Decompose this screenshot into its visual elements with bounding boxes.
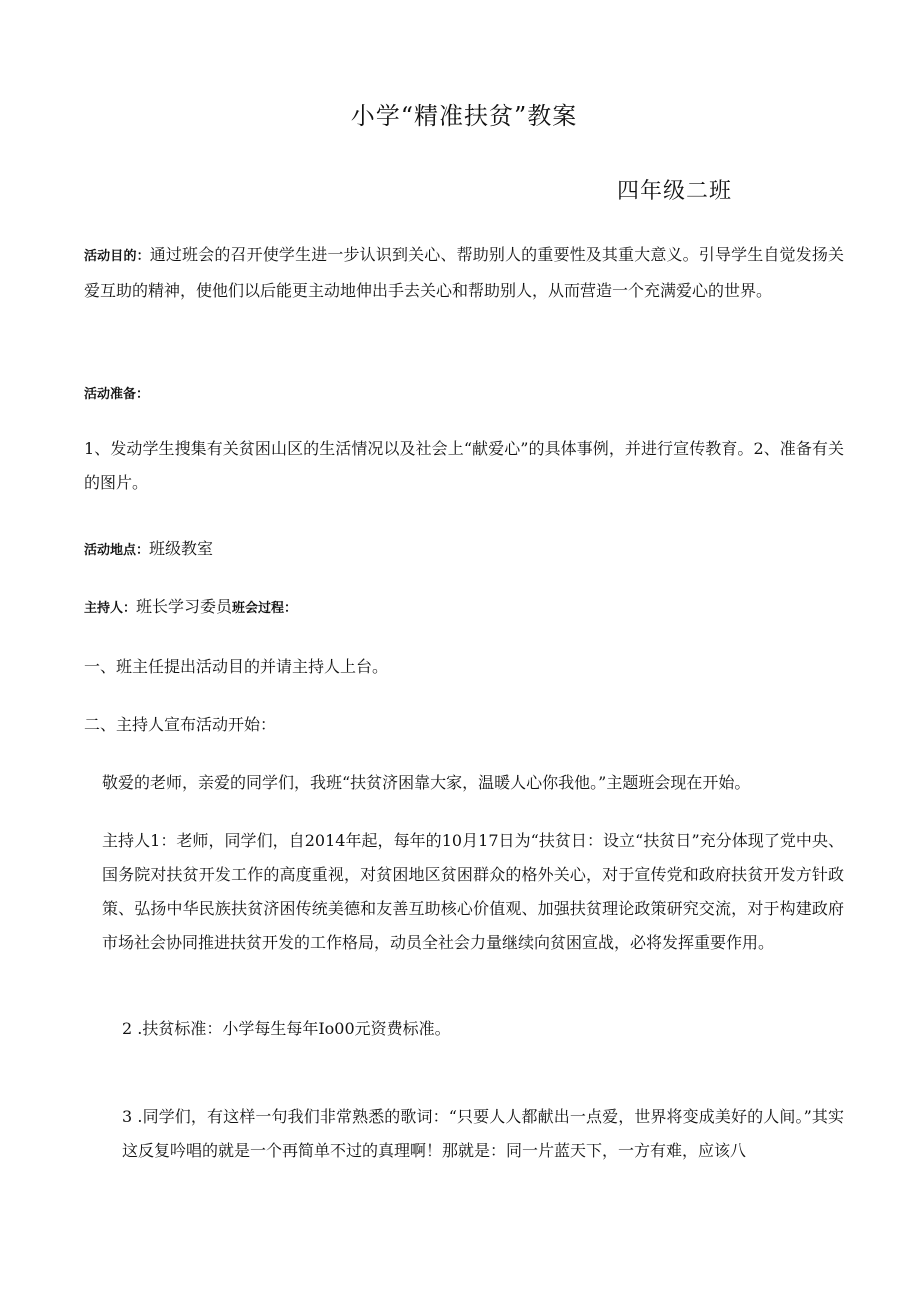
opening-paragraph: 敬爱的老师，亲爱的同学们，我班“扶贫济困靠大家，温暖人心你我他。”主题班会现在开始。 [102, 773, 751, 792]
step-2: 二、主持人宣布活动开始： [84, 715, 277, 734]
step-1: 一、班主任提出活动目的并请主持人上台。 [84, 657, 389, 676]
purpose-text: 通过班会的召开使学生进一步认识到关心、帮助别人的重要性及其重大意义。引导学生自觉发扬关爱互助的精神，使他们以后能更主动地伸出手去关心和帮助别人，从而营造一个充满爱心的世界。 [84, 245, 844, 300]
purpose-paragraph [84, 238, 844, 308]
location-text: 班级教室 [149, 539, 214, 558]
process-label: 班会过程： [232, 601, 298, 616]
host1-paragraph: 主持人1：老师，同学们，自2014年起，每年的10月17日为“扶贫日：设立“扶贫日”充分体现了党中央、国务院对扶贫开发工作的高度重视，对贫困地区贫困群众的格外关心，对于宣传党和政府扶贫开发方针政策、弘扬中华民族扶贫济困传统美德和友善互助核心价值观、加强扶贫理论政策研究交流，对于构建政府市场社会协同推进扶贫开发的工作格局，动员全社会力量继续向贫困宣战，必将发挥重要作用。 [102, 831, 844, 952]
host-paragraph [84, 590, 844, 626]
prep-heading [84, 376, 844, 412]
prep-label: 活动准备： [84, 387, 150, 402]
document-title: 小学“精准扶贫”教案 [350, 102, 578, 130]
item-3: 3 .同学们，有这样一句我们非常熟悉的歌词：“只要人人都献出一点爱，世界将变成美好的人间。”其实这反复吟唱的就是一个再简单不过的真理啊！那就是：同一片蓝天下，一方有难，应该八 [122, 1107, 844, 1160]
location-label: 活动地点： [84, 543, 150, 558]
class-name: 四年级二班 [616, 179, 732, 204]
document-page [84, 0, 844, 1301]
host-text: 班长学习委员 [136, 597, 233, 616]
item-2: 2 .扶贫标准：小学每生每年Io00元资费标准。 [122, 1019, 451, 1038]
location-paragraph [84, 532, 844, 568]
purpose-label: 活动目的： [84, 249, 150, 264]
prep-paragraph: 1、发动学生搜集有关贫困山区的生活情况以及社会上“献爱心”的具体事例，并进行宣传教育。2、准备有关的图片。 [84, 439, 844, 492]
host-label: 主持人： [84, 601, 137, 616]
